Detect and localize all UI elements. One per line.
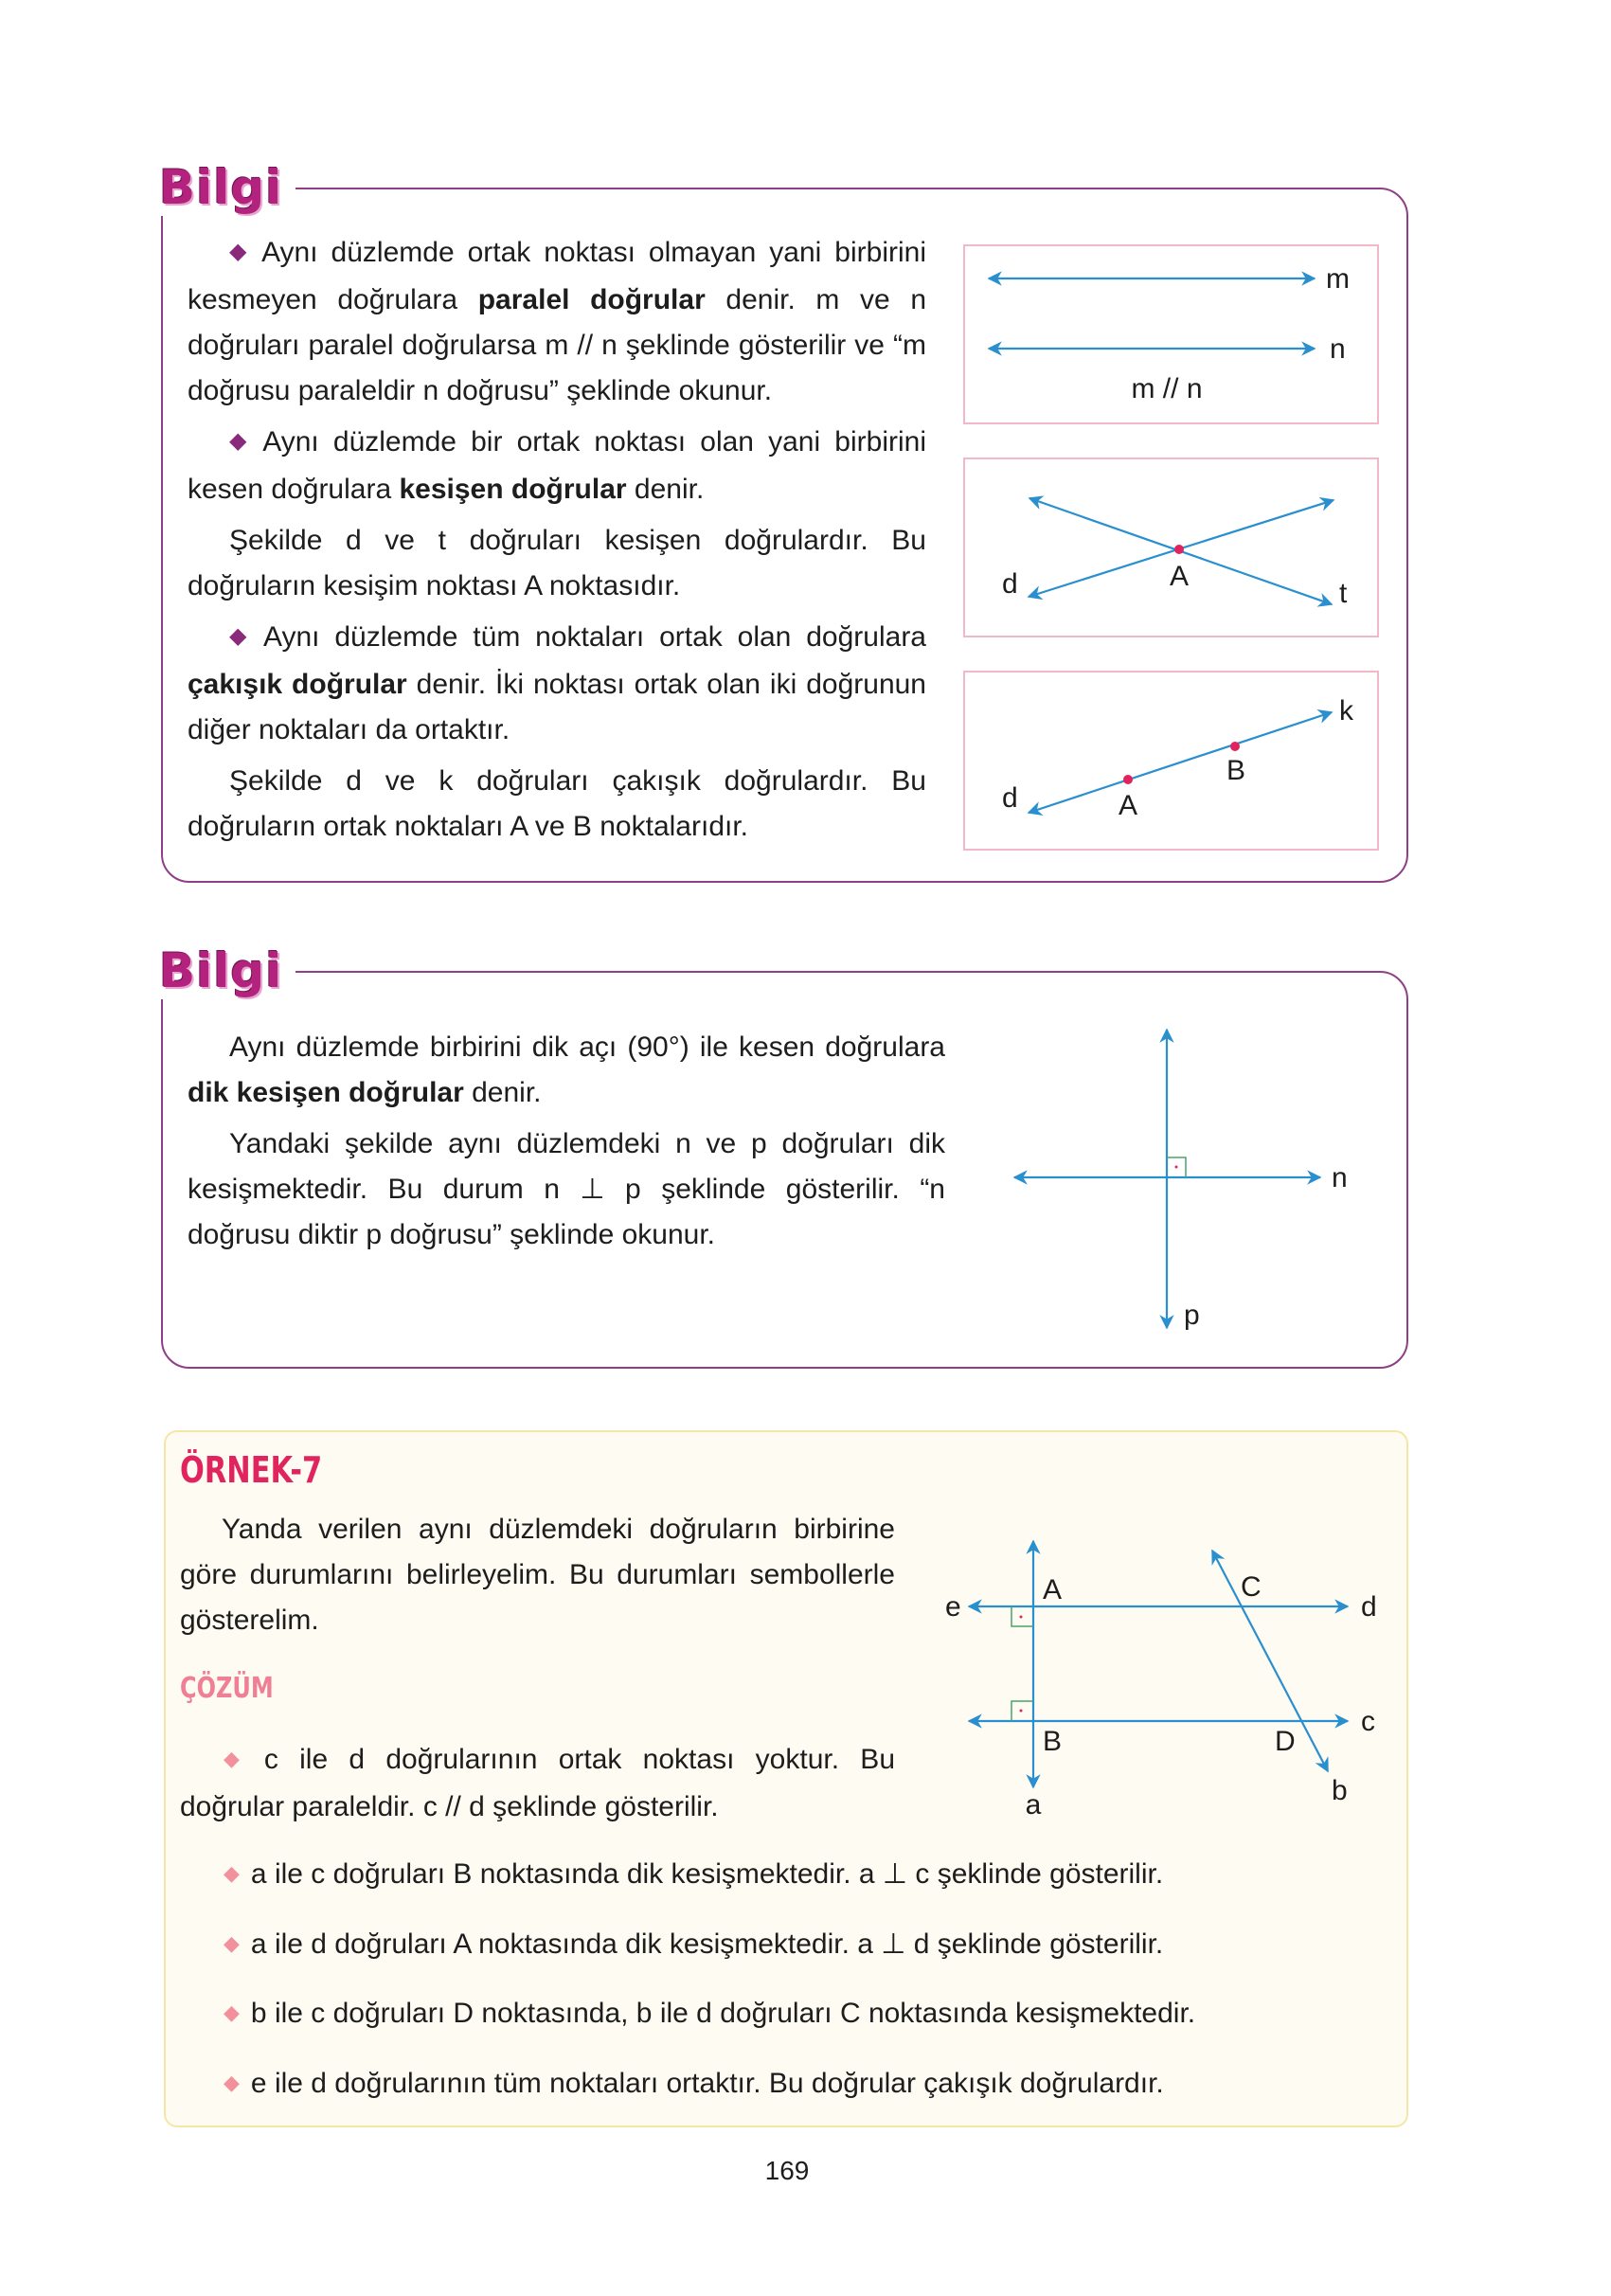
figure-frame-intersecting — [963, 457, 1379, 637]
caption-parallel: m // n — [1131, 373, 1203, 404]
answer-1: ◆ c ile d doğrularının ortak noktası yoktur. Bu doğrular paraleldir. c // d şeklinde gösterilir. — [180, 1744, 896, 1822]
info-text — [188, 230, 926, 855]
label-d: d — [1002, 782, 1018, 814]
label-c: c — [1361, 1706, 1375, 1737]
page-number: 169 — [764, 2156, 810, 2185]
label-p: p — [1184, 1300, 1200, 1331]
label-B: B — [1226, 755, 1246, 786]
label-m: m — [1326, 263, 1350, 295]
answer-3: ◆ a ile d doğruları A noktasında dik kesişmektedir. a ⊥ d şeklinde gösterilir. — [224, 1928, 1164, 1960]
paragraph-intersecting-example: Şekilde d ve t doğruları kesişen doğrulardır. Bu doğruların kesişim noktası A noktasıdır. — [188, 525, 926, 601]
label-C: C — [1241, 1571, 1262, 1603]
diamond-bullet-icon: ◆ — [224, 2071, 240, 2094]
paragraph-intersecting: ◆ Aynı düzlemde bir ortak noktası olan yani birbirini kesen doğrulara kesişen doğrular denir. — [188, 426, 926, 505]
answer-2: ◆ a ile c doğruları B noktasında dik kesişmektedir. a ⊥ c şeklinde gösterilir. — [224, 1858, 1164, 1890]
label-b: b — [1332, 1775, 1348, 1806]
info-heading: Bilgi — [159, 942, 295, 999]
label-A: A — [1043, 1574, 1063, 1605]
diamond-bullet-icon: ◆ — [224, 1747, 253, 1770]
label-B: B — [1043, 1726, 1063, 1757]
paragraph-coincident: ◆ Aynı düzlemde tüm noktaları ortak olan doğrulara çakışık doğrular denir. İki noktası ortak olan iki doğrunun diğer noktaları da ortaktır. — [188, 621, 926, 745]
paragraph-perpendicular-example: Yandaki şekilde aynı düzlemdeki n ve p doğruları dik kesişmektedir. Bu durum n ⊥ p şeklinde gösterilir. “n doğrusu diktir p doğrusu” şeklinde okunur. — [188, 1128, 945, 1250]
example-title: ÖRNEK-7 — [180, 1449, 323, 1491]
label-d: d — [1002, 568, 1018, 600]
paragraph-parallel: ◆ Aynı düzlemde ortak noktası olmayan yani birbirini kesmeyen doğrulara paralel doğrular denir. m ve n doğruları paralel doğrularsa m // n şeklinde gösterilir ve “m doğrusu paraleldir n doğrusu” şeklinde okunur. — [188, 237, 927, 406]
label-k: k — [1339, 695, 1353, 726]
label-e: e — [945, 1591, 961, 1623]
diamond-bullet-icon: ◆ — [229, 623, 254, 649]
label-t: t — [1339, 578, 1348, 609]
label-A: A — [1118, 790, 1138, 821]
label-A: A — [1169, 561, 1190, 592]
diamond-bullet-icon: ◆ — [229, 428, 254, 454]
paragraph-coincident-example: Şekilde d ve k doğruları çakışık doğrulardır. Bu doğruların ortak noktaları A ve B noktalarıdır. — [188, 765, 926, 842]
label-a: a — [1025, 1789, 1042, 1821]
solution-label: ÇÖZÜM — [180, 1672, 274, 1705]
answer-4: ◆ b ile c doğruları D noktasında, b ile d doğruları C noktasında kesişmektedir. — [224, 1998, 1196, 2029]
label-D: D — [1275, 1726, 1296, 1757]
label-n: n — [1332, 1162, 1348, 1193]
figure-frame-parallel — [963, 244, 1379, 424]
paragraph-perpendicular: Aynı düzlemde birbirini dik açı (90°) ile kesen doğrulara dik kesişen doğrular denir. — [188, 1031, 945, 1108]
answer-5: ◆ e ile d doğrularının tüm noktaları ortaktır. Bu doğrular çakışık doğrulardır. — [224, 2068, 1164, 2099]
example-question: Yanda verilen aynı düzlemdeki doğruların birbirine göre durumlarını belirleyelim. Bu durumları sembollerle gösterelim. — [180, 1514, 895, 1636]
diamond-bullet-icon: ◆ — [224, 1861, 240, 1885]
label-n: n — [1330, 333, 1346, 365]
label-d: d — [1361, 1591, 1377, 1623]
figure-frame-coincident — [963, 671, 1379, 851]
diamond-bullet-icon: ◆ — [229, 239, 253, 264]
info-heading: Bilgi — [159, 159, 295, 216]
diamond-bullet-icon: ◆ — [224, 2000, 240, 2024]
info-text — [188, 1025, 945, 1264]
diamond-bullet-icon: ◆ — [224, 1931, 240, 1955]
